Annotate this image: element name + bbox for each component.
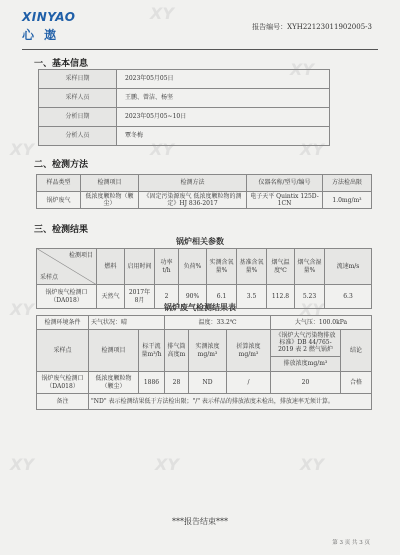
instrument: 电子天平 Quintix 125D-1CN — [247, 192, 323, 209]
flow-rate: 1886 — [139, 372, 165, 394]
report-number: 报告编号：XYH22123011902005-3 — [252, 23, 372, 31]
weather: 天气状况：晴 — [89, 316, 165, 330]
basic-label: 采样人员 — [39, 89, 117, 108]
basic-value: 2023年05月05~10日 — [117, 108, 330, 127]
column-header: 折算浓度mg/m³ — [227, 330, 271, 372]
column-header: 检测方法 — [139, 175, 247, 192]
param-value: 5.23 — [295, 285, 325, 309]
basic-value: 覃冬梅 — [117, 127, 330, 146]
conclusion: 合格 — [341, 372, 372, 394]
column-header: 检测项目 — [68, 252, 93, 259]
watermark: XY — [150, 4, 174, 23]
note-text: "ND" 表示检测结果低于方法检出限；"/" 表示样品的排放浓度未检出，排放速率无须计算。 — [89, 394, 372, 410]
param-value: 90% — [179, 285, 207, 309]
table-row — [37, 316, 372, 330]
header-divider — [22, 49, 378, 50]
column-header: 烟气含湿量% — [295, 249, 325, 285]
column-header: 检测项目 — [81, 175, 139, 192]
stack-height: 28 — [165, 372, 189, 394]
column-header: 流速m/s — [325, 249, 372, 285]
table-header-row — [37, 175, 372, 192]
param-value: 6.1 — [207, 285, 237, 309]
column-header: 烟气温度℃ — [267, 249, 295, 285]
column-header: 方法检出限 — [323, 175, 372, 192]
pressure: 大气压：100.0kPa — [271, 316, 372, 330]
column-header: 实测浓度mg/m³ — [189, 330, 227, 372]
note-label: 备注 — [37, 394, 89, 410]
table-row — [37, 192, 372, 209]
watermark: XY — [300, 455, 324, 474]
basic-label: 采样日期 — [39, 70, 117, 89]
watermark: XY — [150, 140, 174, 159]
column-header: 采样点 — [40, 273, 59, 281]
section-title-basic-info: 一、基本信息 — [34, 59, 89, 69]
test-method: 《固定污染源废气 低浓度颗粒物的测定》HJ 836-2017 — [139, 192, 247, 209]
watermark: XY — [290, 60, 314, 79]
sample-type: 锅炉废气 — [37, 192, 81, 209]
watermark: XY — [10, 300, 34, 319]
table-header-row — [37, 330, 372, 357]
waste-table-caption: 锅炉废气检测结果表 — [164, 302, 236, 312]
watermark: XY — [300, 140, 324, 159]
table-row — [37, 372, 372, 394]
table-row — [39, 108, 330, 127]
basic-label: 分析日期 — [39, 108, 117, 127]
table-row — [39, 89, 330, 108]
sampling-point: 锅炉废气检测口（DA018） — [37, 372, 89, 394]
column-header: 样品类型 — [37, 175, 81, 192]
param-value: 天然气 — [97, 285, 125, 309]
table-row — [37, 394, 372, 410]
column-header: 采样点 — [37, 330, 89, 372]
param-value: 6.3 — [325, 285, 372, 309]
param-value: 3.5 — [237, 285, 267, 309]
basic-value: 王鹏、曾洁、杨坚 — [117, 89, 330, 108]
diagonal-line — [36, 248, 98, 286]
basic-value: 2023年05月05日 — [117, 70, 330, 89]
logo-text: XINYAO — [22, 10, 76, 24]
column-header: 排气筒高度m — [165, 330, 189, 372]
params-table-caption: 锅炉相关参数 — [176, 236, 224, 246]
company-logo — [22, 10, 75, 43]
column-header: 《锅炉大气污染物排放标准》DB 44/765-2019 表 2 燃气锅炉 — [271, 330, 341, 357]
column-header: 功率t/h — [155, 249, 179, 285]
temperature: 温度：33.2℃ — [165, 316, 271, 330]
column-header: 排放浓度mg/m³ — [271, 356, 341, 371]
table-row — [39, 70, 330, 89]
column-header: 标干流量m³/h — [139, 330, 165, 372]
section-title-result: 三、检测结果 — [34, 225, 89, 235]
detection-limit: 1.0mg/m³ — [323, 192, 372, 209]
param-value: 2 — [155, 285, 179, 309]
section-title-method: 二、检测方法 — [34, 160, 89, 170]
watermark: XY — [10, 140, 34, 159]
report-end-marker: ***报告结束*** — [172, 517, 228, 526]
waste-gas-results-table — [36, 315, 372, 410]
watermark: XY — [10, 455, 34, 474]
env-conditions-label: 检测环境条件 — [37, 316, 89, 330]
page-number: 第 3 页 共 3 页 — [332, 540, 370, 546]
column-header: 仪器名称/型号/编号 — [247, 175, 323, 192]
measured-concentration: ND — [189, 372, 227, 394]
param-value: 2017年8月 — [125, 285, 155, 309]
basic-info-table — [38, 69, 330, 146]
column-header: 实测含氧量% — [207, 249, 237, 285]
param-value: 112.8 — [267, 285, 295, 309]
test-item: 低浓度颗粒物（颗尘） — [89, 372, 139, 394]
basic-label: 分析人员 — [39, 127, 117, 146]
watermark: XY — [155, 455, 179, 474]
table-row — [39, 127, 330, 146]
column-header: 结论 — [341, 330, 372, 372]
column-header: 检测项目 — [89, 330, 139, 372]
sampling-point: 锅炉废气检测口（DA018） — [37, 285, 97, 309]
column-header: 基准含氧量% — [237, 249, 267, 285]
converted-concentration: / — [227, 372, 271, 394]
logo-chinese-name: 心 遨 — [22, 28, 60, 42]
emission-limit: 20 — [271, 372, 341, 394]
column-header: 启用时间 — [125, 249, 155, 285]
column-header: 燃料 — [97, 249, 125, 285]
watermark: XY — [300, 300, 324, 319]
column-header: 负荷% — [179, 249, 207, 285]
test-item: 低浓度颗粒物（颗尘） — [81, 192, 139, 209]
method-table — [36, 174, 372, 209]
